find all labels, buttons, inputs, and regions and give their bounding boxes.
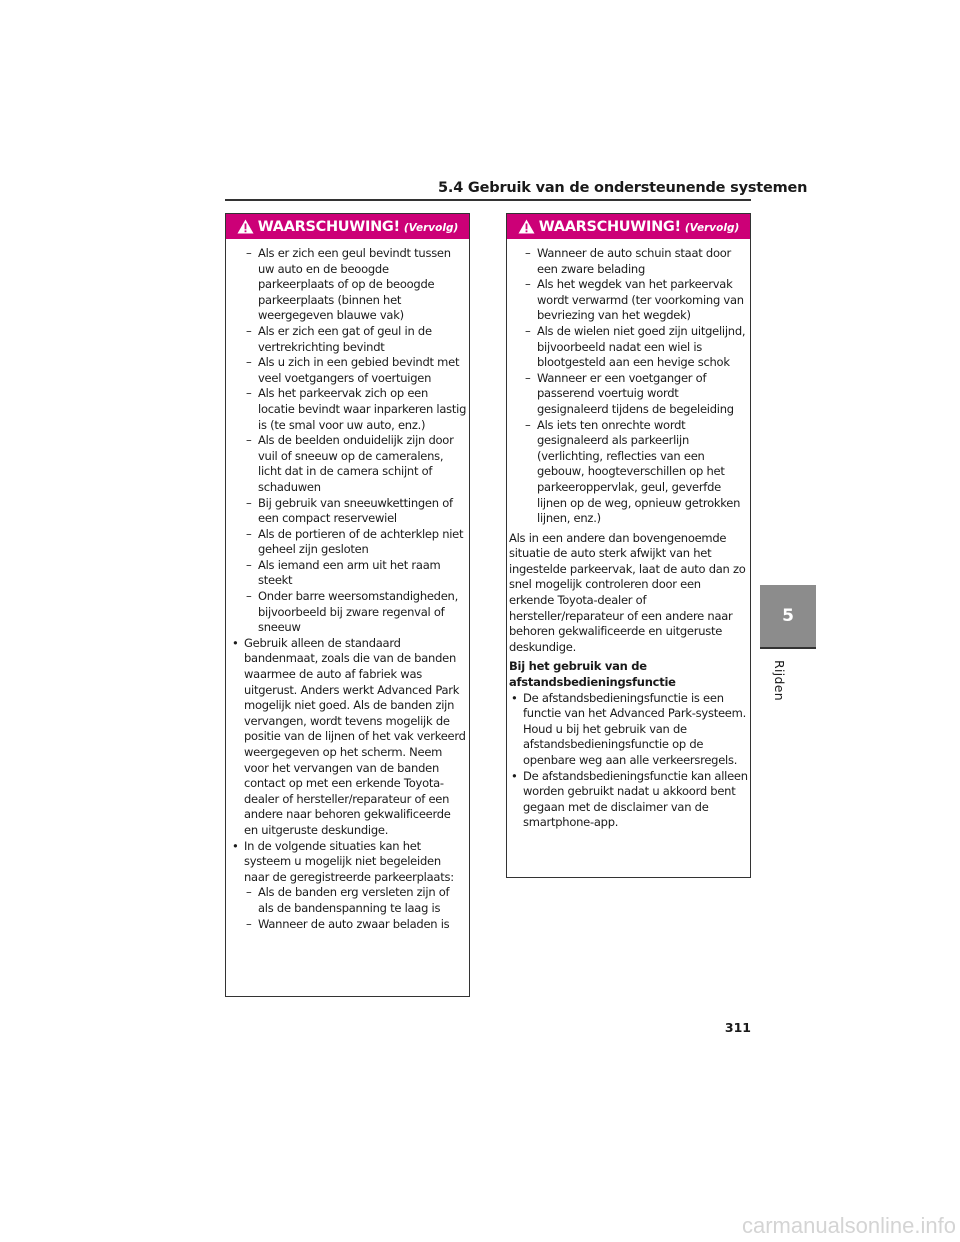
bullet-item: • De afstandsbedieningsfunctie is een functie van het Advanced Park-systeem. Houd u bij het gebruik van de afstandsbedieningsfunctie op de openbare weg aan alle verkeersregels. [511, 690, 746, 767]
header-rule [225, 199, 751, 201]
list-item: – Als er zich een gat of geul in de vertrekrichting bevindt [246, 323, 432, 354]
warning-continued: (Vervolg) [403, 222, 459, 234]
bullet-item: • In de volgende situaties kan het systeem u mogelijk niet begeleiden naar de geregistreerde parkeerplaats: [232, 838, 454, 884]
subheading: Bij het gebruik van de afstandsbedieningsfunctie [509, 659, 676, 690]
warning-title: WAARSCHUWING! [257, 218, 400, 235]
list-item: – Als de portieren of de achterklep niet geheel zijn gesloten [246, 526, 464, 557]
warning-body-right [507, 239, 750, 831]
list-item: – Als de beelden onduidelijk zijn door vuil of sneeuw op de cameralens, licht dat in de camera schijnt of schaduwen [246, 433, 454, 494]
paragraph: Als in een andere dan bovengenoemde situatie de auto sterk afwijkt van het ingestelde parkeervak, laat de auto dan zo snel mogelijk controleren door een erkende Toyota-dealer of hersteller/reparateur of een andere naar behoren gekwalificeerde en uitgeruste deskundige. [509, 530, 746, 654]
chapter-number: 5 [782, 606, 794, 626]
bullet-item: • De afstandsbedieningsfunctie kan alleen worden gebruikt nadat u akkoord bent gegaan met de disclaimer van de smartphone-app. [511, 768, 748, 830]
list-item: – Wanneer de auto zwaar beladen is [246, 916, 450, 931]
list-item: – Als het wegdek van het parkeervak wordt verwarmd (ter voorkoming van bevriezing van het wegdek) [525, 277, 744, 323]
list-item: – Als iemand een arm uit het raam steekt [246, 557, 441, 588]
warning-triangle-icon [237, 219, 254, 234]
list-item: – Als de banden erg versleten zijn of als de bandenspanning te laag is [246, 885, 450, 915]
list-item: – Als iets ten onrechte wordt gesignaleerd als parkeerlijn (verlichting, reflecties van een gebouw, hoogteverschillen op het parkeeroppervlak, geul, geverfde lijnen op de weg, opnieuw getrokken lijnen, enz.) [525, 417, 741, 526]
warning-box-left [225, 213, 470, 997]
list-item: – Als er zich een geul bevindt tussen uw auto en de beoogde parkeerplaats of op de beoogde parkeerplaats (binnen het weergegeven blauwe vak) [246, 246, 451, 323]
page-number: 311 [724, 1020, 751, 1035]
warning-header-left [226, 214, 469, 239]
chapter-tab [760, 585, 816, 647]
watermark: carmanualsonline.info [741, 1213, 956, 1238]
bullet-item: • Gebruik alleen de standaard bandenmaat, zoals die van de banden waarmee de auto af fabriek was uitgerust. Anders werkt Advanced Park mogelijk niet goed. Als de banden zijn vervangen, wordt tevens mogelijk de positie van de lijnen of het vak verkeerd weergegeven op het scherm. Neem voor het vervangen van de banden contact op met een erkende Toyota-dealer of hersteller/reparateur of een andere naar behoren gekwalificeerde en uitgeruste deskundige. [232, 635, 466, 837]
warning-box-right [506, 213, 751, 878]
warning-continued: (Vervolg) [684, 222, 740, 234]
chapter-label: Rijden [772, 660, 787, 701]
section-title: 5.4 Gebruik van de ondersteunende systemen [438, 180, 808, 196]
list-item: – Wanneer de auto schuin staat door een zware belading [525, 246, 731, 276]
warning-triangle-icon [518, 219, 535, 234]
warning-title: WAARSCHUWING! [538, 218, 681, 235]
list-item: – Onder barre weersomstandigheden, bijvoorbeeld bij zware regenval of sneeuw [246, 589, 459, 635]
list-item: – Als de wielen niet goed zijn uitgelijnd, bijvoorbeeld nadat een wiel is blootgesteld aan een hevige schok [525, 323, 746, 370]
list-item: – Wanneer er een voetganger of passerend voertuig wordt gesignaleerd tijdens de begeleiding [525, 370, 734, 416]
list-item: – Als het parkeervak zich op een locatie bevindt waar inparkeren lastig is (te smal voor uw auto, enz.) [246, 386, 467, 432]
list-item: – Als u zich in een gebied bevindt met veel voetgangers of voertuigen [246, 355, 460, 385]
chapter-tab-rule [760, 647, 816, 649]
list-item: – Bij gebruik van sneeuwkettingen of een compact reservewiel [246, 495, 453, 526]
warning-body-left [226, 239, 469, 932]
warning-header-right [507, 214, 750, 239]
